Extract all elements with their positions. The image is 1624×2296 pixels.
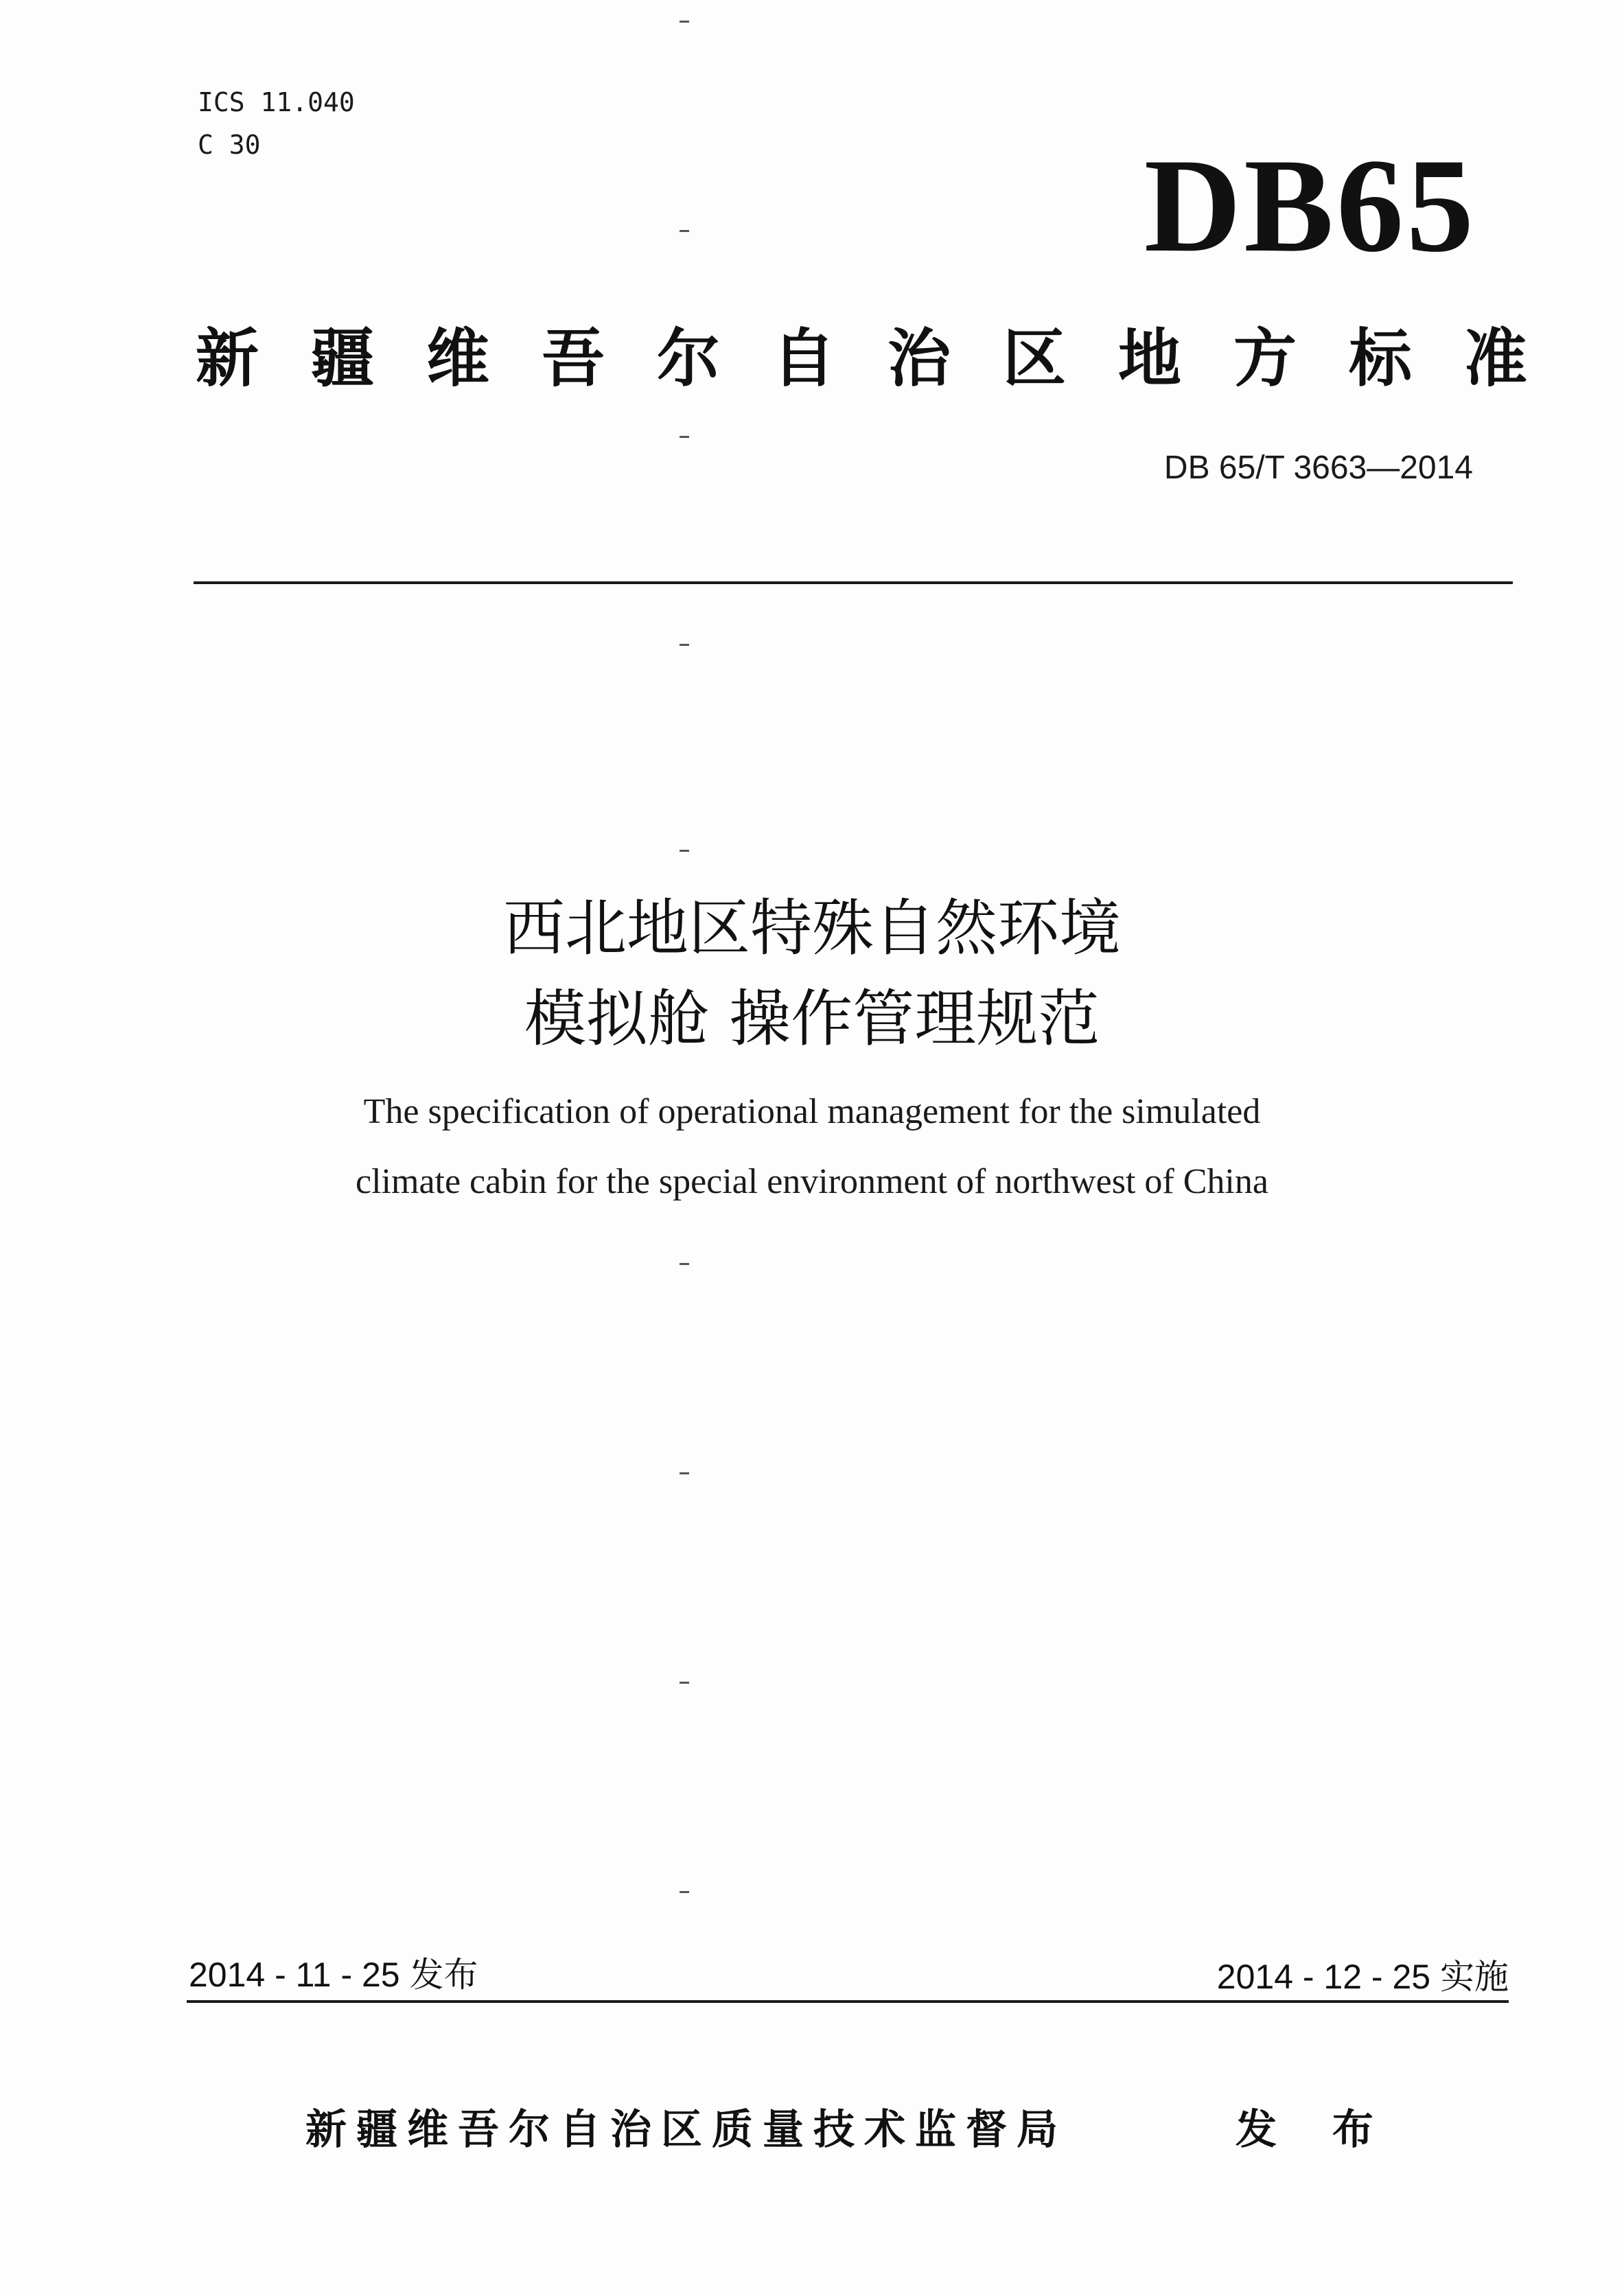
scan-speck — [680, 1891, 689, 1893]
scan-speck — [680, 1682, 689, 1684]
scan-speck — [680, 21, 689, 23]
bottom-divider — [187, 2000, 1509, 2003]
publisher-name: 新疆维吾尔自治区质量技术监督局 — [305, 2106, 1067, 2154]
title-en-line2: climate cabin for the special environment of northwest of China — [356, 1162, 1268, 1201]
ccs-code: C 30 — [198, 130, 261, 160]
title-en-line1: The specification of operational management for the simulated — [363, 1092, 1261, 1131]
authority-title: 新疆维吾尔自治区地方标准 — [196, 322, 1580, 395]
classification-codes — [198, 81, 355, 166]
top-divider — [194, 581, 1513, 584]
db65-logo: DB65 — [1144, 131, 1476, 280]
scan-speck — [680, 436, 689, 438]
scan-speck — [680, 230, 689, 232]
issue-date: 2014 - 11 - 25 发布 — [189, 1956, 478, 1994]
scan-speck — [680, 1263, 689, 1265]
scan-speck — [680, 644, 689, 646]
ics-code: ICS 11.040 — [198, 87, 355, 117]
implementation-date: 2014 - 12 - 25 实施 — [1216, 1958, 1509, 1996]
publisher-action: 发 布 — [1236, 2106, 1394, 2154]
title-cn-line1: 西北地区特殊自然环境 — [503, 892, 1121, 964]
scan-speck — [680, 1472, 689, 1474]
title-cn-line2: 模拟舱 操作管理规范 — [524, 983, 1100, 1055]
scan-speck — [680, 850, 689, 852]
standard-number: DB 65/T 3663—2014 — [1163, 450, 1473, 486]
